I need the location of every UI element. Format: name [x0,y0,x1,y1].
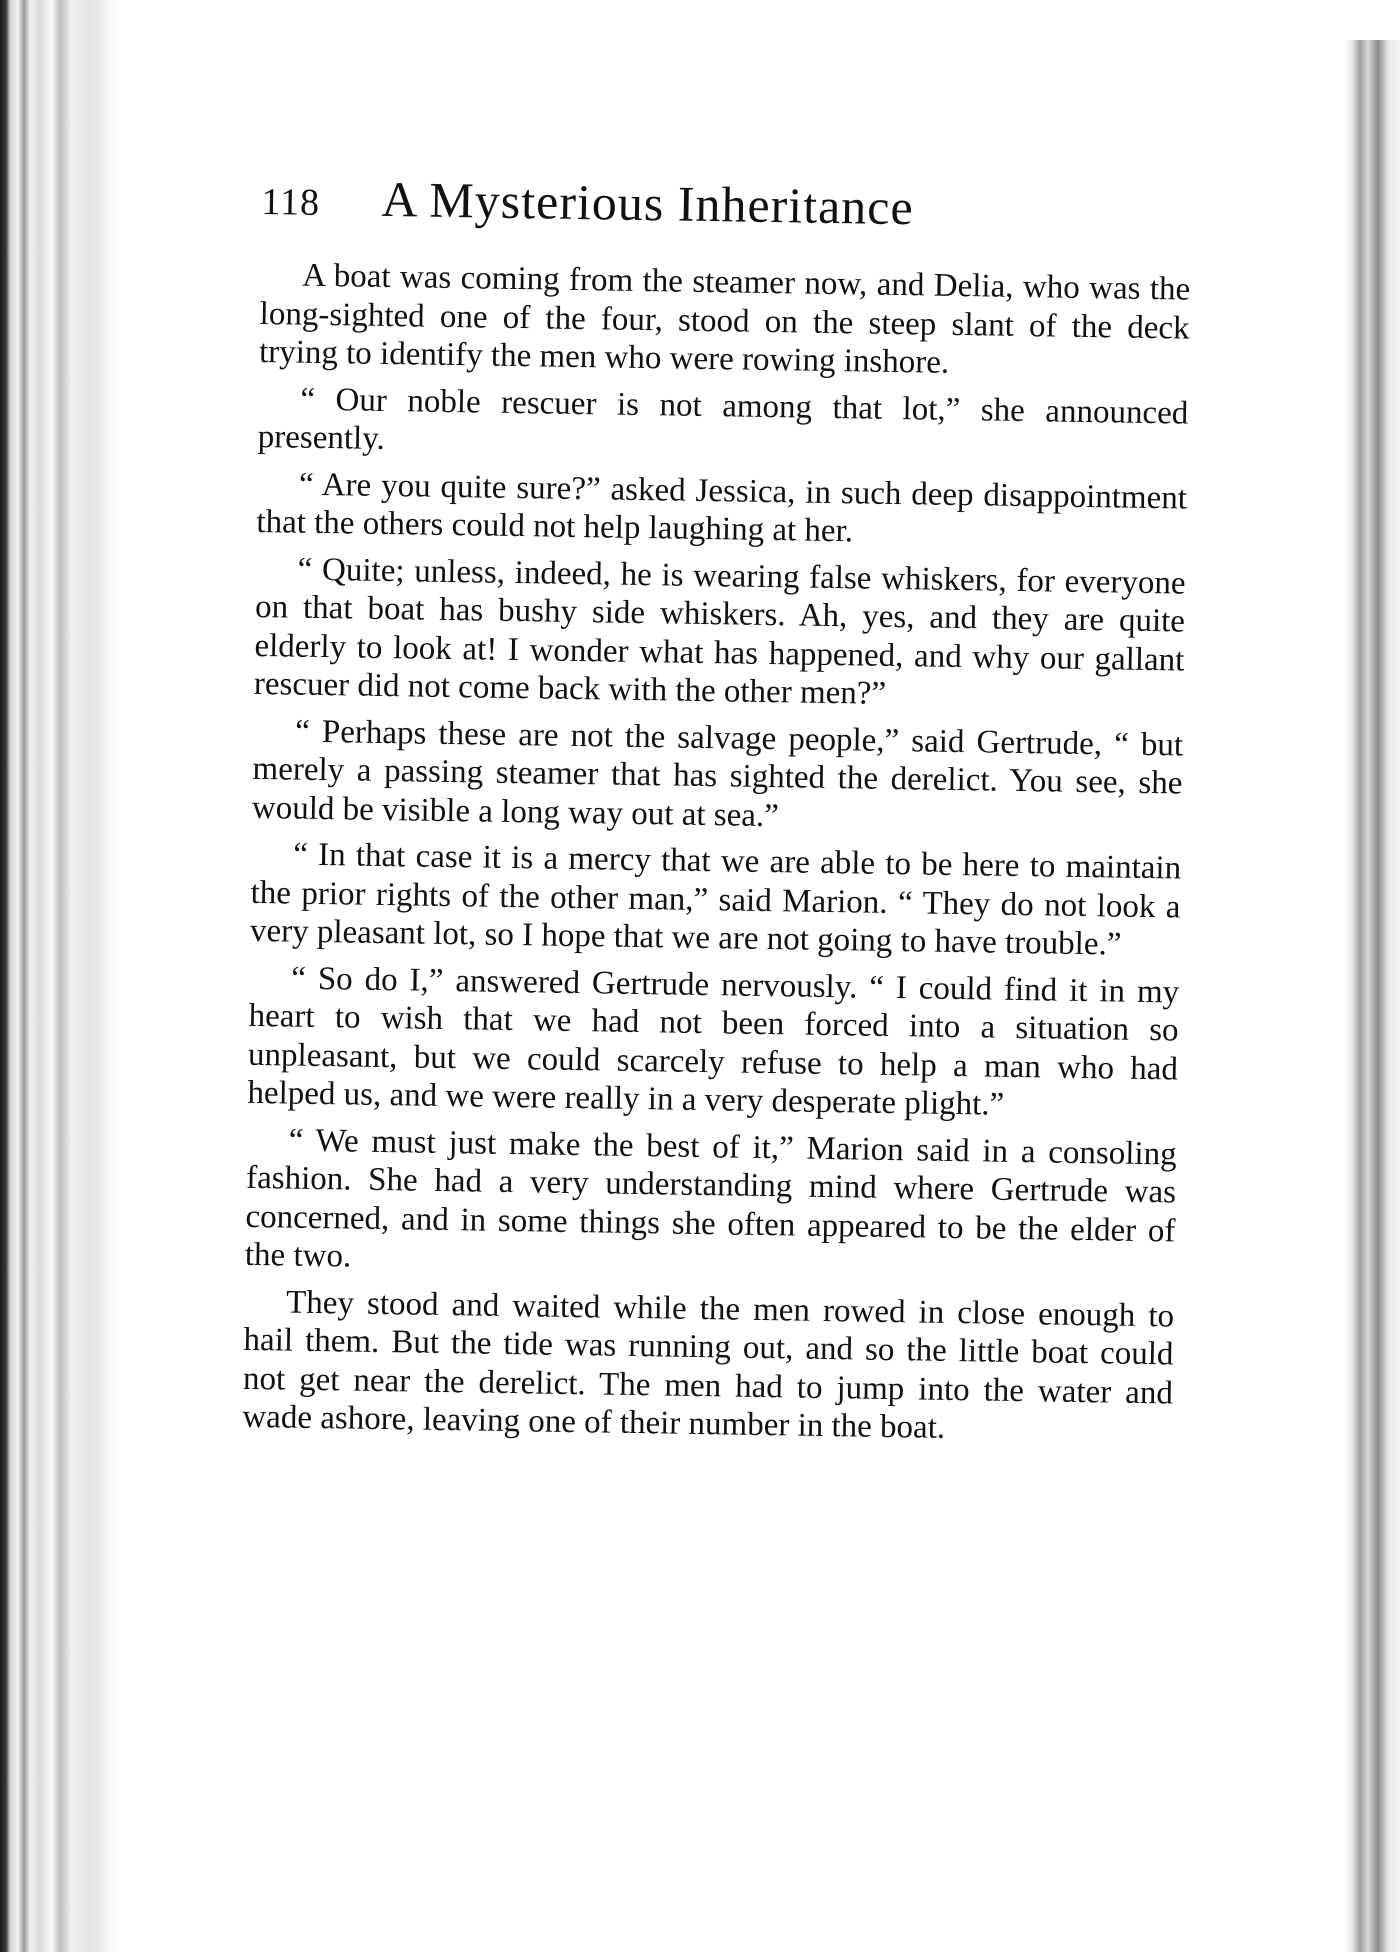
paragraph: They stood and waited while the men rowed in close enough to hail them. But the tide was running out, and so the little boat could not get near the derelict. The men had to jump into the water and wade ashore, leaving one of their number in the boat. [242,1284,1175,1446]
paragraph: “ We must just make the best of it,” Marion said in a consoling fashion. She had a very understanding mind where Gertrude was concerned, and in some things she often appeared to be the elder of the two. [244,1122,1177,1275]
page-content [242,168,1192,1459]
paragraph: “ Quite; unless, indeed, he is wearing false whiskers, for everyone on that boat has bushy side whiskers. Ah, yes, and they are quite elderly to look at! I wonder what has happened, and why our gallant rescuer did not come back with the other men?” [253,551,1186,712]
paragraph: “ Our noble rescuer is not among that lot,” she announced presently. [257,381,1189,457]
page-edge-shadow [1344,40,1400,1952]
paragraph: “ Perhaps these are not the salvage people,” said Gertrude, “ but merely a passing steamer that has sighted the derelict. You see, she would be visible a long way out at sea.” [251,713,1184,834]
paragraph: “ In that case it is a mercy that we are able to be here to maintain the prior rights of the other man,” said Marion. “ They do not look a very pleasant lot, so I hope that we are not going to have trouble.” [249,836,1182,963]
paragraph: “ Are you quite sure?” asked Jessica, in such deep disappointment that the others could not help laughing at her. [256,466,1188,550]
paragraph: A boat was coming from the steamer now, and Delia, who was the long-sighted one of the four, stood on the steep slant of the deck trying to identify the men who were rowing inshore. [258,257,1191,381]
body-text [242,256,1190,1451]
book-spine-edge [0,0,118,1952]
paragraph: “ So do I,” answered Gertrude nervously. “ I could find it in my heart to wish that we had not been forced into a situation so unpleasant, but we could scarcely refuse to help a man who had helped us, and we were really in a very desperate plight.” [247,960,1180,1123]
page-number: 118 [261,180,321,224]
book-title: A Mysterious Inheritance [381,170,915,236]
running-head [261,168,1192,263]
